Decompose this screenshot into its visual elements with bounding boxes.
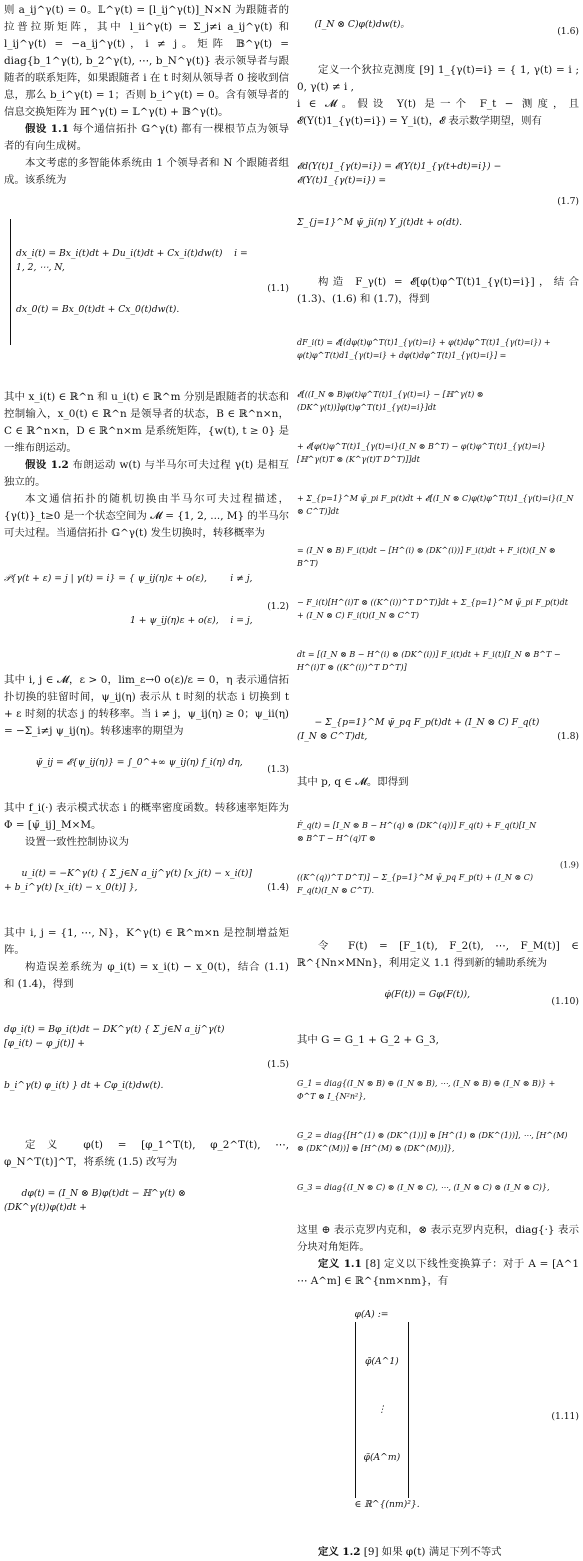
equation-line: dx_i(t) = Bx_i(t)dt + Du_i(t)dt + Cx_i(t)dw(t) i = 1, 2, ⋯, N,	[16, 248, 251, 273]
assumption-label: 假设 1.1	[25, 123, 69, 135]
paragraph-protocol: 设置一致性控制协议为	[25, 836, 129, 848]
equation-1-2	[4, 544, 289, 670]
definition-1-2	[297, 1544, 579, 1561]
paragraph-density: 其中 f_i(·) 表示模式状态 i 的概率密度函数。转移速率矩阵为 Φ = [ψ̄_ij]_M×M。	[4, 802, 289, 831]
equation-1-9	[297, 793, 579, 936]
equation-number: (1.11)	[551, 1411, 579, 1422]
equation-number: (1.1)	[267, 283, 289, 294]
derivation-line: = (I_N ⊗ B) F_i(t)dt − [H^(i) ⊗ (DK^(i))] F_i(t)dt + F_i(t)(I_N ⊗ B^T)	[297, 546, 559, 568]
equation-line: ((K^(q))^T D^T)] − Σ_{p=1}^M ψ̄_pq F_p(t) + (I_N ⊗ C) F_q(t)(I_N ⊗ C^T).	[297, 873, 536, 895]
derivation-line: 𝓔[((I_N ⊗ B)φ(t)φ^T(t)1_{γ(t)=i} − [ℍ^γ(t) ⊗ (DK^γ(t))]φ(t)φ^T(t)1_{γ(t)=i}]dt	[297, 390, 487, 412]
derivation-line: + Σ_{p=1}^M ψ̄_pi F_p(t)dt + 𝓔[(I_N ⊗ C)φ(t)φ^T(t)1_{γ(t)=i}(I_N ⊗ C^T)]dt	[297, 494, 576, 516]
equation-line: Σ_{j=1}^M ψ̄_ji(η) Y_j(t)dt + o(dt).	[297, 217, 463, 228]
equation-line: u_i(t) = −K^γ(t) { Σ_j∈N a_ij^γ(t) [x_j(t) − x_i(t)] + b_i^γ(t) [x_i(t) − x_0(t)] },	[4, 868, 255, 893]
equation-1-6-start	[4, 1173, 289, 1229]
assumption-1-1	[4, 121, 289, 155]
equation-line: ψ̄_ij = 𝓔{ψ_ij(η)} = ∫_0^+∞ ψ_ij(η) f_i(η) dη,	[35, 757, 243, 768]
equation-number: (1.7)	[557, 196, 579, 207]
equation-number: (1.3)	[267, 764, 289, 775]
equation-lhs: φ(A) :=	[354, 1309, 389, 1320]
equation-line: 𝒫{γ(t + ε) = j | γ(t) = i} = { ψ_ij(η)ε + o(ε), i ≠ j,	[4, 573, 253, 584]
equation-line: dφ(t) = (I_N ⊗ B)φ(t)dt − ℍ^γ(t) ⊗ (DK^γ(t))φ(t)dt +	[4, 1188, 189, 1213]
assumption-1-2	[4, 457, 289, 491]
definition-text: [8] 定义以下线性变换算子：对于 A = [A^1 ⋯ A^m] ∈ ℝ^{nm×nm}，有	[297, 1258, 579, 1287]
definition-text: [9] 如果 φ(t) 满足下列不等式	[360, 1546, 502, 1558]
equation-1-7	[297, 132, 579, 272]
equation-g-components	[297, 1051, 579, 1220]
derivation-line: dF_i(t) = 𝓔[(dφ(t)φ^T(t)1_{γ(t)=i} + φ(t)dφ^T(t)1_{γ(t)=i}) + φ(t)φ^T(t)d1_{γ(t)=i} + dφ(t)dφ^T(t)1_{γ(t)=i}] =	[297, 338, 554, 360]
equation-line: − Σ_{p=1}^M ψ̄_pq F_p(t)dt + (I_N ⊗ C) F_q(t)(I_N ⊗ C^T)dt,	[297, 717, 540, 742]
definition-label: 定义 1.2	[318, 1546, 361, 1558]
equation-number: (1.10)	[551, 996, 579, 1007]
paragraph-kronecker: 这里 ⊕ 表示克罗内克和，⊗ 表示克罗内克积，diag{·} 表示分块对角矩阵。	[297, 1224, 579, 1253]
equation-1-3	[4, 742, 289, 798]
equation-line: φ̇(F(t)) = Gφ(F(t)),	[384, 989, 471, 1000]
equation-number: (1.4)	[267, 882, 289, 893]
paragraph-system-intro: 本文考虑的多智能体系统由 1 个领导者和 N 个跟随者组成。该系统为	[4, 157, 289, 186]
paragraph-transition-rate: 其中 i, j ∈ 𝓜，ε > 0，lim_ε→0 o(ε)/ε = 0，η 表示通信拓扑切换的驻留时间，ψ_ij(η) 表示从 t 时刻的状态 i 切换到 t + ε 时刻的状态 j 的转移率。当 i ≠ j，ψ_ij(η) ≥ 0；ψ_ii(η) = −Σ_i≠j ψ_ij(η)。转移速率的期望为	[4, 674, 289, 737]
assumption-text: 每个通信拓扑 𝔾^γ(t) 都有一棵根节点为领导者的有向生成树。	[4, 123, 289, 152]
equation-1-1	[4, 191, 289, 387]
derivation-line: − F_i(t)[H^(i)T ⊗ ((K^(i))^T D^T)]dt + Σ_{p=1}^M ψ̄_pi F_p(t)dt + (I_N ⊗ C) F_i(t)(I_N ⊗ C^T)	[297, 598, 571, 620]
paragraph-dirac: 定义一个狄拉克测度 [9] 1_{γ(t)=i} = { 1, γ(t) = i ; 0, γ(t) ≠ i ,	[297, 64, 579, 93]
equation-number: (1.5)	[267, 1059, 289, 1070]
matrix-row: φ̃(A^m)	[363, 1452, 401, 1463]
equation-1-11	[297, 1294, 579, 1540]
equation-1-6-end	[297, 4, 579, 60]
derivation-line: + 𝓔[φ(t)φ^T(t)1_{γ(t)=i}(I_N ⊗ B^T) − φ(t)φ^T(t)1_{γ(t)=i}[ℍ^γ(t)T ⊗ (K^γ(t)T D^T)]]dt	[297, 442, 546, 464]
derivation-line: dt = [(I_N ⊗ B − H^(i) ⊗ (DK^(i))] F_i(t)dt + F_i(t)[I_N ⊗ B^T − H^(i)T ⊗ ((K^(i))^T D^T)]	[297, 650, 564, 672]
equation-1-8-derivation	[297, 310, 579, 700]
paragraph-error-system: 构造误差系统为 φ_i(t) = x_i(t) − x_0(t)，结合 (1.1) 和 (1.4)，得到	[4, 961, 289, 990]
paragraph-variables: 其中 x_i(t) ∈ ℝ^n 和 u_i(t) ∈ ℝ^m 分别是跟随者的状态和控制输入，x_0(t) ∈ ℝ^n 是领导者的状态，B ∈ ℝ^n×n，C ∈ ℝ^n×n，D ∈ ℝ^n×m 是系统矩阵，{w(t), t ≥ 0} 是一维布朗运动。	[4, 391, 289, 454]
definition-1-1	[297, 1256, 579, 1290]
right-column	[297, 2, 579, 1561]
paragraph-auxiliary: 令 F(t) = [F_1(t), F_2(t), ⋯, F_M(t)] ∈ ℝ^{Nn×MNn}，利用定义 1.1 得到新的辅助系统为	[297, 940, 579, 969]
equation-line: b_i^γ(t) φ_i(t) } dt + Cφ_i(t)dw(t).	[4, 1080, 164, 1091]
equation-brace	[10, 219, 253, 345]
equation-number: (1.9)	[560, 860, 579, 869]
equation-line: Ḟ_q(t) = [I_N ⊗ B − H^(q) ⊗ (DK^(q))] F_q(t) + F_q(t)[I_N ⊗ B^T − H^(q)T ⊗	[297, 821, 539, 843]
equation-1-4	[4, 853, 289, 923]
equation-1-10	[297, 974, 579, 1030]
paragraph-obtain: 其中 p, q ∈ 𝓜。即得到	[297, 776, 409, 788]
equation-1-5	[4, 995, 289, 1135]
equation-line: 1 + ψ_ij(η)ε + o(ε), i = j,	[130, 615, 253, 626]
left-column	[4, 2, 289, 1231]
matrix-row: ⋮	[377, 1404, 387, 1415]
g-line: G_1 = diag{(I_N ⊗ B) ⊕ (I_N ⊗ B), ⋯, (I_N ⊗ B) ⊕ (I_N ⊗ B)} + Φ^T ⊗ I_{N²n²},	[297, 1079, 558, 1101]
assumption-label: 假设 1.2	[25, 459, 69, 471]
equation-rhs: ∈ ℝ^{(nm)²}.	[354, 1499, 420, 1510]
paragraph-g-def: 其中 G = G_1 + G_2 + G_3,	[297, 1034, 439, 1046]
paragraph-expectation: i ∈ 𝓜。假设 Y(t) 是一个 F_t − 测度，且 𝓔(Y(t)1_{γ(t)=i}) = Y_i(t)，𝓔 表示数学期望，则有	[297, 98, 579, 127]
vector-matrix	[355, 1322, 410, 1498]
equation-line: 𝓔d(Y(t)1_{γ(t)=i}) = 𝓔(Y(t)1_{γ(t+dt)=i}) − 𝓔(Y(t)1_{γ(t)=i}) =	[297, 161, 505, 186]
equation-number: (1.2)	[267, 601, 289, 612]
paragraph-rewrite: 定义 φ(t) = [φ_1^T(t), φ_2^T(t), ⋯, φ_N^T(t)]^T，将系统 (1.5) 改写为	[4, 1139, 289, 1168]
equation-line: dx_0(t) = Bx_0(t)dt + Cx_0(t)dw(t).	[16, 304, 180, 315]
paragraph-semi-markov: 本文通信拓扑的随机切换由半马尔可夫过程描述，{γ(t)}_t≥0 是一个状态空间为 𝓜 = {1, 2, ..., M} 的半马尔可夫过程。当通信拓扑 𝔾^γ(t) 发生切换时，转移概率为	[4, 493, 289, 539]
equation-1-8	[297, 702, 579, 772]
paragraph-laplacian: 则 a_ij^γ(t) = 0。𝕃^γ(t) = [l_ij^γ(t)]_N×N 为跟随者的拉普拉斯矩阵，其中 l_ii^γ(t) = Σ_j≠i a_ij^γ(t) 和 l_ij^γ(t) = −a_ij^γ(t)，i ≠ j。矩阵 𝔹^γ(t) = diag{b_1^γ(t), b_2^γ(t), ⋯, b_N^γ(t)} 表示领导者与跟随者的联系矩阵，如果跟随者 i 在 t 时刻从领导者 0 接收到信息，那么 b_i^γ(t) = 1；否则 b_i^γ(t) = 0。含有领导者的信息交换矩阵为 ℍ^γ(t) = 𝕃^γ(t) + 𝔹^γ(t)。	[4, 4, 289, 118]
assumption-text: 布朗运动 w(t) 与半马尔可夫过程 γ(t) 是相互独立的。	[4, 459, 290, 488]
g-line: G_2 = diag{[H^(1) ⊗ (DK^(1))] ⊕ [H^(1) ⊗ (DK^(1))], ⋯, [H^(M) ⊗ (DK^(M))] ⊕ [H^(M) ⊗ (DK^(M))]},	[297, 1131, 571, 1153]
equation-number: (1.6)	[557, 26, 579, 37]
matrix-row: φ̃(A^1)	[364, 1356, 399, 1367]
equation-number: (1.8)	[557, 731, 579, 742]
paragraph-gain: 其中 i, j = {1, ⋯, N}，K^γ(t) ∈ ℝ^m×n 是控制增益矩阵。	[4, 927, 289, 956]
equation-line: (I_N ⊗ C)φ(t)dw(t)。	[314, 19, 410, 30]
paragraph-construct: 构造 F_γ(t) = 𝓔[φ(t)φ^T(t)1_{γ(t)=i}]，结合 (1.3)、(1.6) 和 (1.7)，得到	[297, 276, 579, 305]
equation-line: dφ_i(t) = Bφ_i(t)dt − DK^γ(t) { Σ_j∈N a_ij^γ(t) [φ_i(t) − φ_j(t)] +	[4, 1024, 228, 1049]
definition-label: 定义 1.1	[318, 1258, 362, 1270]
g-line: G_3 = diag{(I_N ⊗ C) ⊗ (I_N ⊗ C), ⋯, (I_N ⊗ C) ⊗ (I_N ⊗ C)},	[297, 1183, 550, 1192]
